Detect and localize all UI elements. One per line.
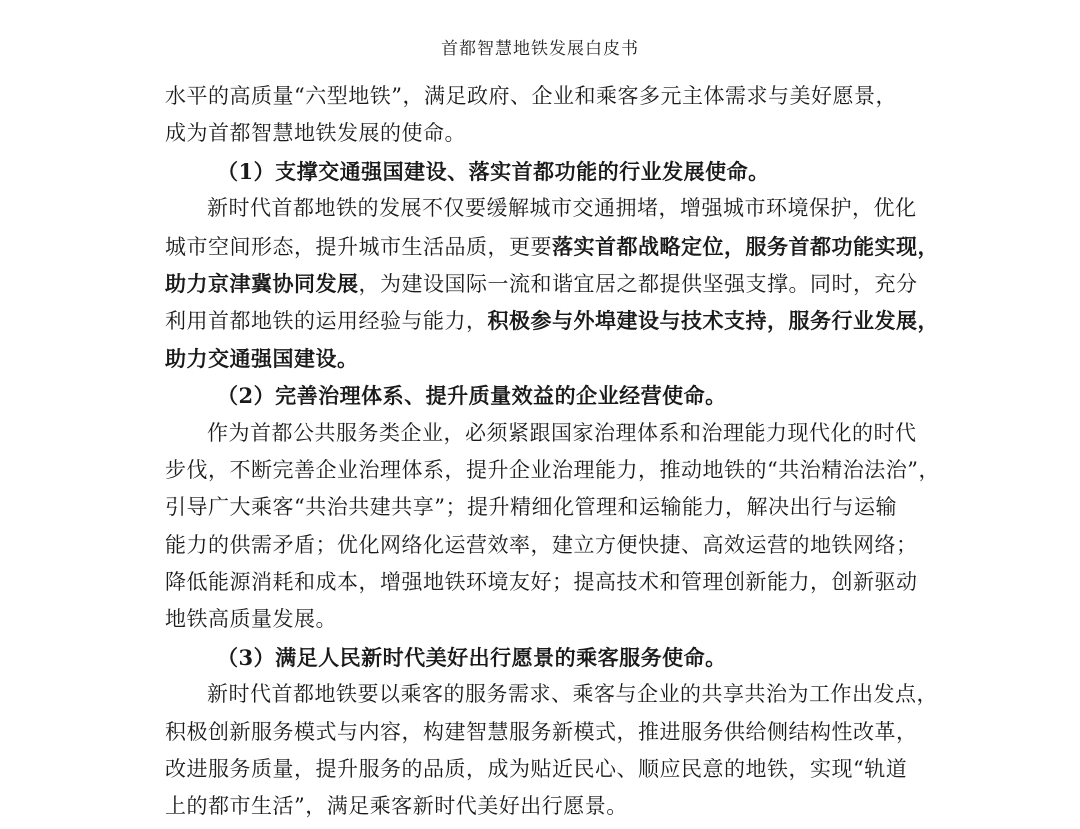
page-header-title: 首都智慧地铁发展白皮书 (441, 39, 639, 59)
bold-text-segment: 助力京津冀协同发展 (165, 270, 359, 296)
text-segment: 成为首都智慧地铁发展的使命。 (165, 121, 466, 146)
paragraph-line (165, 714, 925, 751)
paragraph-line (165, 527, 925, 564)
text-segment: 能力的供需矛盾；优化网络化运营效率，建立方便快捷、高效运营的地铁网络； (165, 532, 918, 557)
bold-text-segment: （1）支撑交通强国建设、落实首都功能的行业发展使命。 (217, 158, 770, 184)
paragraph-line (165, 265, 925, 302)
paragraph-line (165, 415, 925, 452)
paragraph-line (165, 751, 925, 788)
section-heading (165, 639, 925, 676)
bold-text-segment: （2）完善治理体系、提升质量效益的企业经营使命。 (217, 383, 727, 409)
paragraph-line (165, 115, 925, 152)
text-segment: 新时代首都地铁要以乘客的服务需求、乘客与企业的共享共治为工作出发点， (207, 682, 938, 707)
paragraph-line (165, 190, 925, 227)
paragraph-line (165, 601, 925, 638)
text-segment: 改进服务质量，提升服务的品质，成为贴近民心、顺应民意的地铁，实现“轨道 (165, 757, 908, 782)
paragraph-line (165, 489, 925, 526)
text-segment: 降低能源消耗和成本，增强地铁环境友好；提高技术和管理创新能力，创新驱动 (165, 570, 918, 595)
document-body (165, 78, 940, 826)
text-segment: 步伐，不断完善企业治理体系，提升企业治理能力，推动地铁的“共治精治法治”， (165, 457, 940, 482)
paragraph-line (165, 788, 925, 825)
paragraph-line (165, 340, 925, 377)
bold-text-segment: 落实首都战略定位，服务首都功能实现， (552, 233, 939, 259)
paragraph-line (165, 676, 938, 713)
paragraph-line (165, 564, 925, 601)
section-heading (165, 153, 925, 190)
paragraph-line (165, 452, 940, 489)
text-segment: 地铁高质量发展。 (165, 607, 337, 632)
bold-text-segment: 助力交通强国建设。 (165, 345, 359, 371)
bold-text-segment: （3）满足人民新时代美好出行愿景的乘客服务使命。 (217, 644, 727, 670)
text-segment: 积极创新服务模式与内容，构建智慧服务新模式，推进服务供给侧结构性改革， (165, 719, 918, 744)
text-segment: ，为建设国际一流和谐宜居之都提供坚强支撑。同时，充分 (358, 271, 918, 296)
text-segment: 作为首都公共服务类企业，必须紧跟国家治理体系和治理能力现代化的时代 (207, 420, 917, 445)
paragraph-line (165, 228, 939, 265)
paragraph-line (165, 302, 939, 339)
text-segment: 利用首都地铁的运用经验与能力， (165, 309, 488, 334)
text-segment: 水平的高质量“六型地铁”，满足政府、企业和乘客多元主体需求与美好愿景， (165, 84, 897, 108)
text-segment: 上的都市生活”，满足乘客新时代美好出行愿景。 (165, 794, 628, 819)
text-segment: 新时代首都地铁的发展不仅要缓解城市交通拥堵，增强城市环境保护，优化 (207, 196, 917, 221)
text-segment: 引导广大乘客“共治共建共享”；提升精细化管理和运输能力，解决出行与运输 (165, 495, 897, 520)
text-segment: 城市空间形态，提升城市生活品质，更要 (165, 234, 552, 259)
bold-text-segment: 积极参与外埠建设与技术支持，服务行业发展， (487, 308, 939, 334)
section-heading (165, 377, 925, 414)
paragraph-line (165, 78, 925, 115)
